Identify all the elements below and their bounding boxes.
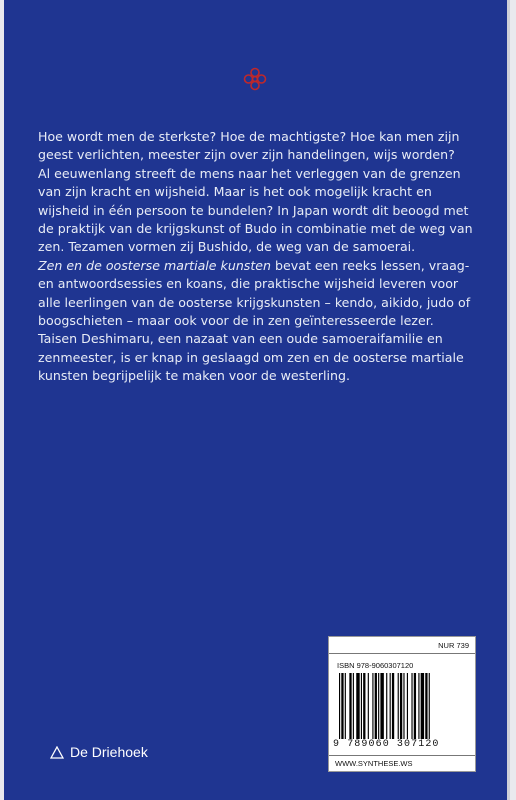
barcode-bar — [386, 673, 387, 739]
barcode-bar — [380, 673, 383, 739]
barcode-bar — [392, 673, 394, 739]
barcode-bar — [349, 673, 351, 739]
book-back-cover — [4, 0, 510, 800]
website-text: WWW.SYNTHESE.WS — [335, 759, 413, 768]
barcode-bar — [375, 673, 377, 739]
ean-digits: 9 789060 307120 — [333, 739, 440, 750]
barcode-bar — [400, 673, 402, 739]
barcode-bar — [372, 673, 373, 739]
triangle-icon — [50, 746, 64, 759]
barcode-bar — [414, 673, 416, 739]
book-title-reference: Zen en de oosterse martiale kunsten — [38, 257, 272, 273]
nur-code: NUR 739 — [438, 641, 469, 650]
divider — [329, 653, 475, 654]
flower-emblem-icon — [242, 66, 268, 92]
barcode-bar — [353, 673, 354, 739]
barcode-bar — [425, 673, 427, 739]
publisher-name: De Driehoek — [70, 744, 148, 760]
publisher-logo — [50, 744, 148, 760]
barcode-bar — [363, 673, 365, 739]
blurb-paragraph-2: Al eeuwenlang streeft de mens naar het verleggen van de grenzen van zijn kracht en wijsheid. Maar is het ook mogelijk kracht en wijsheid in één persoon te bundelen? In Japan wordt dit beoogd met de praktijk van de krijgskunst of Budo in combinatie met de weg van zen. Tezamen vormen zij Bushido, de weg van de samoerai. — [38, 165, 473, 255]
barcode-bar — [345, 673, 346, 739]
barcode-bar — [356, 673, 359, 739]
barcode-bar — [339, 673, 340, 739]
barcode-bar — [403, 673, 404, 739]
blurb-paragraph-4: Taisen Deshimaru, een nazaat van een oude samoeraifamilie en zenmeester, is er knap in geslaagd om zen en de oosterse martiale kunsten begrijpelijk te maken voor de westerling. — [38, 331, 464, 384]
blurb-paragraph-1: Hoe wordt men de sterkste? Hoe de machtigste? Hoe kan men zijn geest verlichten, meester zijn over zijn handelingen, wijs worden? — [38, 129, 460, 163]
barcode-bar — [407, 673, 408, 739]
barcode-bar — [418, 673, 419, 739]
barcode-bar — [411, 673, 412, 739]
blurb-paragraph-3: Zen en de oosterse martiale kunsten bevat een reeks lessen, vraag- en antwoordsessies en koans, die praktische wijsheid leveren voor alle leerlingen van de oosterse krijgskunsten – kendo, aikido, judo of boogschieten – maar ook voor de in zen geïnteresseerde lezer. — [38, 257, 471, 329]
barcode-bar — [378, 673, 379, 739]
barcode-bar — [361, 673, 362, 739]
blurb-text — [38, 128, 482, 386]
divider — [329, 755, 475, 756]
barcode-image — [337, 673, 469, 739]
barcode-bar — [429, 673, 430, 739]
barcode-bar — [398, 673, 399, 739]
barcode-bar — [421, 673, 424, 739]
isbn-text: ISBN 978-9060307120 — [337, 661, 414, 670]
barcode-bar — [368, 673, 369, 739]
barcode-label — [328, 636, 476, 772]
barcode-bar — [341, 673, 343, 739]
barcode-bar — [390, 673, 391, 739]
